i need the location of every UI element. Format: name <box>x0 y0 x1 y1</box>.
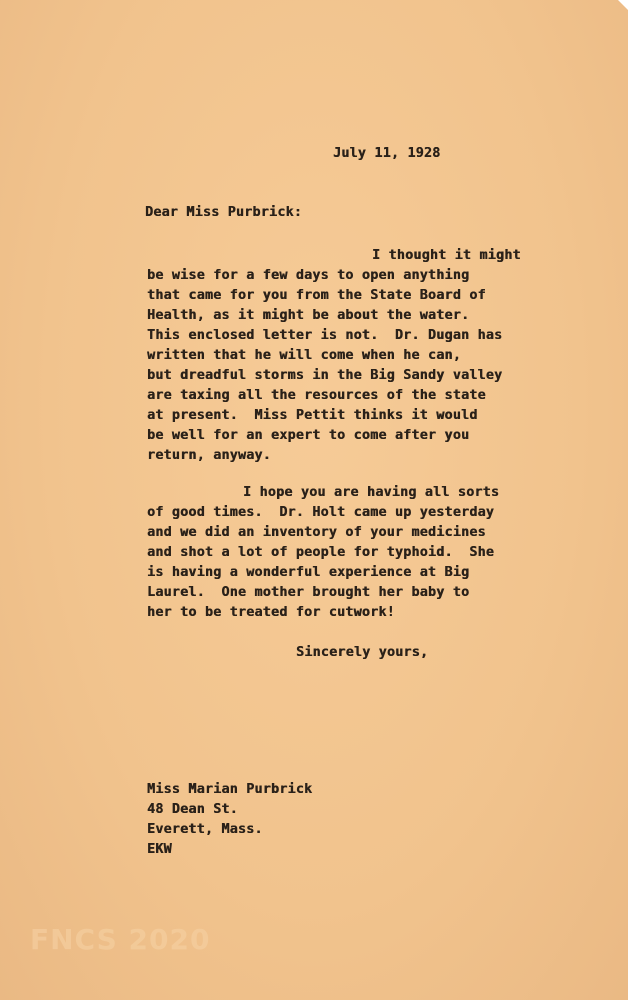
address-line: 48 Dean St. <box>147 802 238 817</box>
paragraph-1-line: be wise for a few days to open anything <box>147 268 470 283</box>
letter-date: July 11, 1928 <box>333 146 441 161</box>
closing: Sincerely yours, <box>296 645 429 660</box>
paragraph-1-line: This enclosed letter is not. Dr. Dugan has <box>147 328 503 343</box>
paragraph-1-line: I thought it might <box>372 248 521 263</box>
paragraph-1-line: at present. Miss Pettit thinks it would <box>147 408 478 423</box>
paragraph-1-line: be well for an expert to come after you <box>147 428 470 443</box>
address-line: Miss Marian Purbrick <box>147 782 313 797</box>
paragraph-1-line: return, anyway. <box>147 448 271 463</box>
typist-initials: EKW <box>147 842 172 857</box>
watermark: FNCS 2020 <box>30 923 211 956</box>
paragraph-1-line: but dreadful storms in the Big Sandy valley <box>147 368 503 383</box>
address-line: Everett, Mass. <box>147 822 263 837</box>
salutation: Dear Miss Purbrick: <box>145 205 302 220</box>
paragraph-2-line: of good times. Dr. Holt came up yesterday <box>147 505 494 520</box>
paragraph-2-line: Laurel. One mother brought her baby to <box>147 585 470 600</box>
paragraph-1-line: Health, as it might be about the water. <box>147 308 470 323</box>
paragraph-2-line: is having a wonderful experience at Big <box>147 565 470 580</box>
paragraph-2-line: and we did an inventory of your medicines <box>147 525 486 540</box>
paragraph-2-line: and shot a lot of people for typhoid. She <box>147 545 494 560</box>
paragraph-1-line: written that he will come when he can, <box>147 348 461 363</box>
paragraph-1-line: that came for you from the State Board of <box>147 288 486 303</box>
paragraph-2-line: I hope you are having all sorts <box>243 485 500 500</box>
paragraph-2-line: her to be treated for cutwork! <box>147 605 395 620</box>
paragraph-1-line: are taxing all the resources of the state <box>147 388 486 403</box>
folded-corner <box>618 0 628 10</box>
